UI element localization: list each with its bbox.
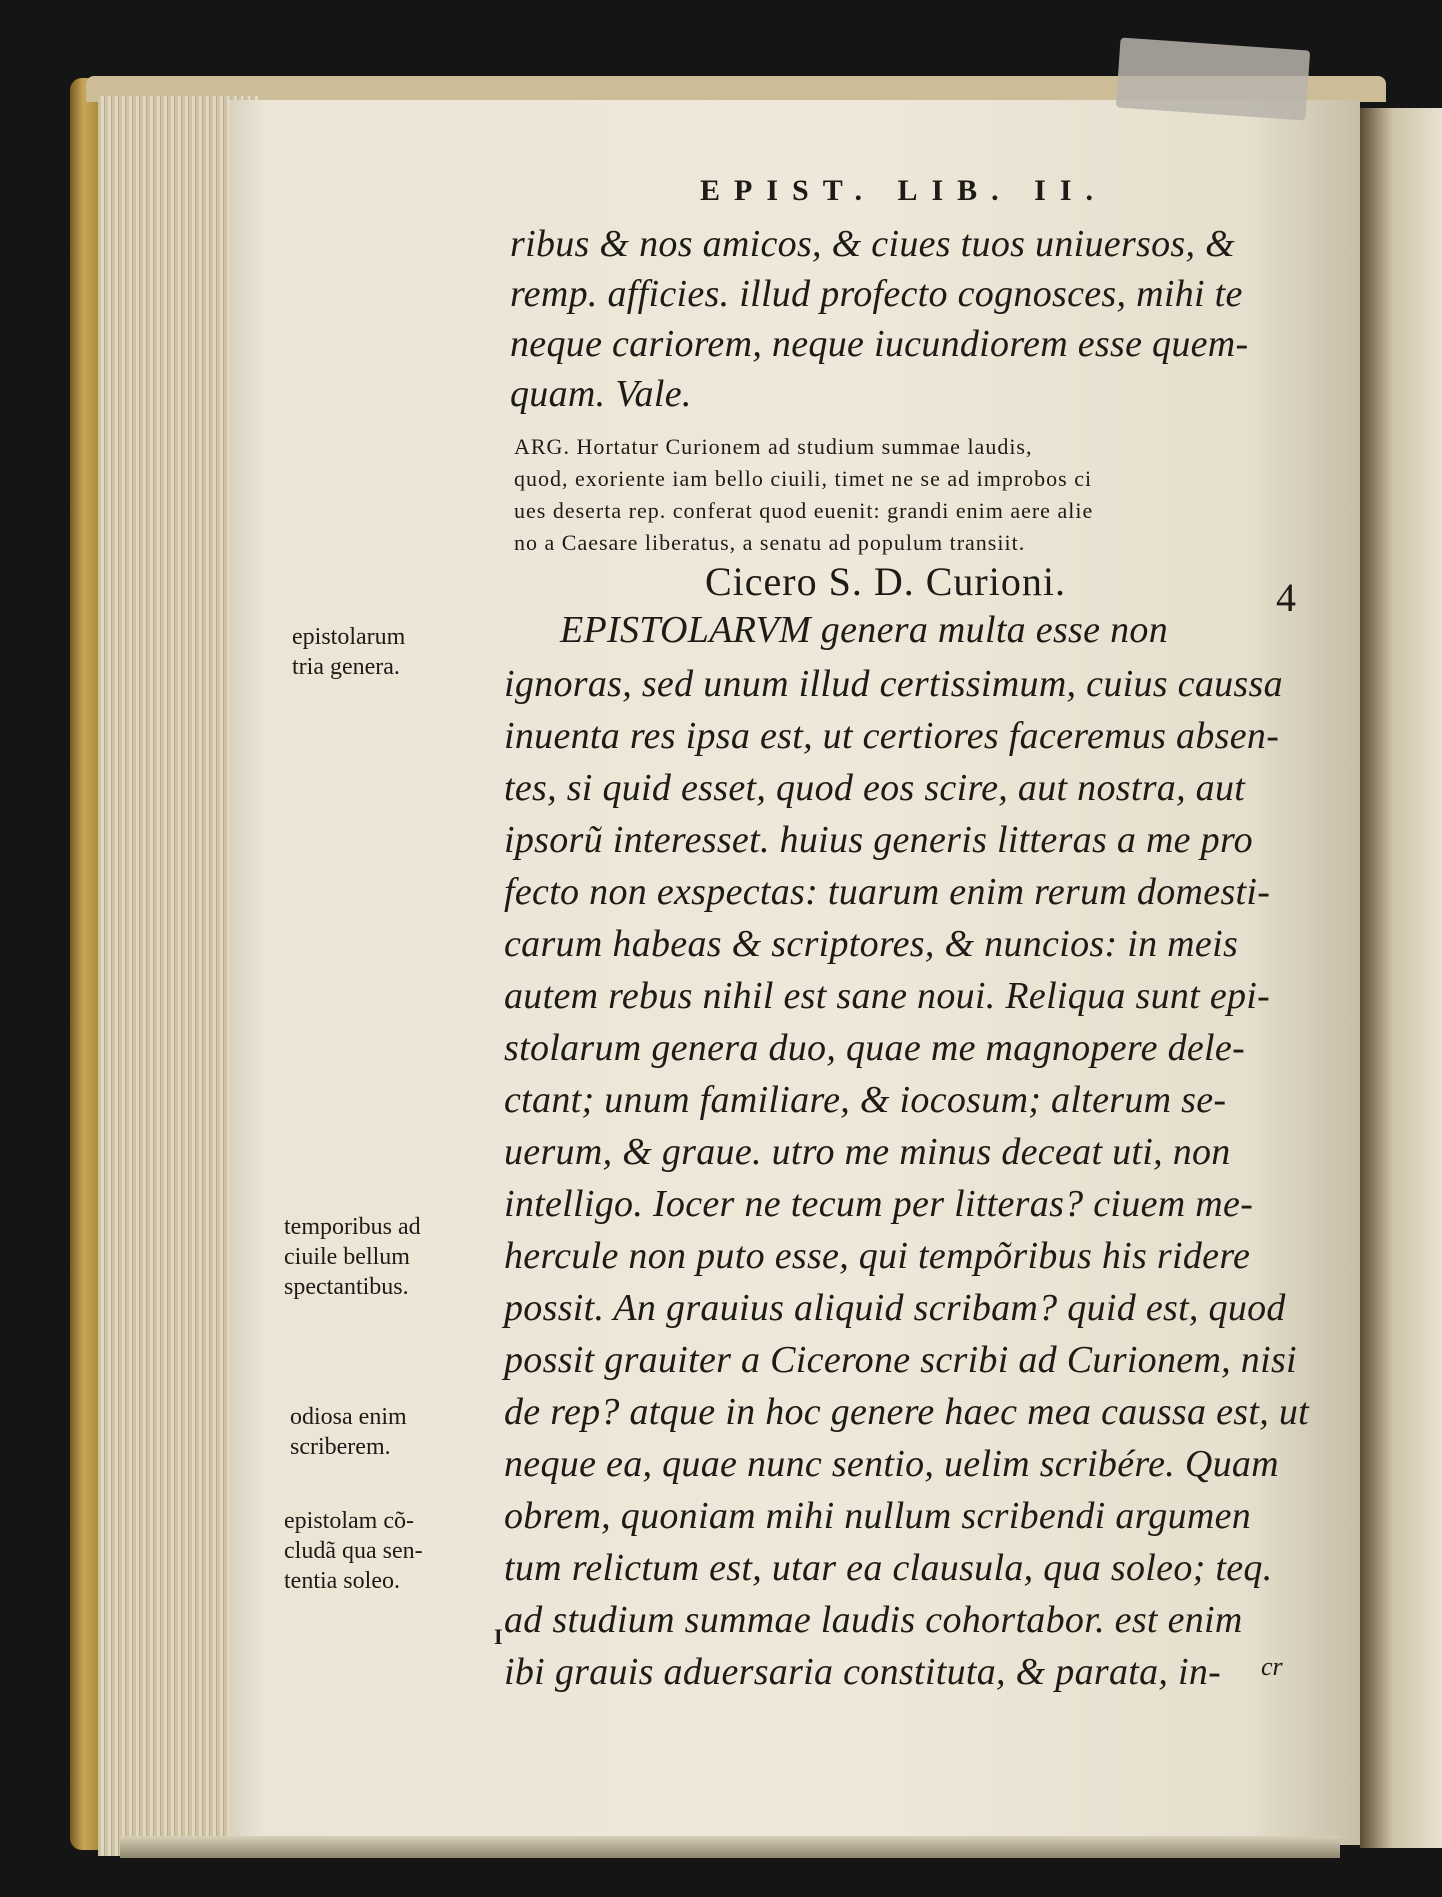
closing-vale: quam. Vale. — [510, 373, 692, 415]
body-line: tes, si quid esset, quod eos scire, aut nostra, aut — [504, 767, 1246, 809]
opening-line: neque cariorem, neque iucundiorem esse quem- — [510, 323, 1249, 365]
argument-line: quod, exoriente iam bello ciuili, timet ne se ad improbos ci — [514, 466, 1093, 491]
body-line: de rep? atque in hoc genere haec mea caussa est, ut — [504, 1391, 1309, 1433]
body-line: ibi grauis aduersaria constituta, & parata, in- — [504, 1651, 1222, 1693]
body-line: intelligo. Iocer ne tecum per litteras? ciuem me- — [504, 1183, 1254, 1225]
argument-line: ARG. Hortatur Curionem ad studium summae laudis, — [514, 434, 1033, 459]
repair-tape — [1116, 37, 1310, 120]
body-line: carum habeas & scriptores, & nuncios: in meis — [504, 923, 1239, 965]
catchword: cr — [1261, 1652, 1283, 1681]
body-line: ignoras, sed unum illud certissimum, cuius caussa — [504, 663, 1283, 705]
running-header: EPIST. LIB. II. — [700, 174, 1108, 207]
bottom-page-edges — [120, 1836, 1340, 1858]
body-line: fecto non exspectas: tuarum enim rerum domesti- — [504, 871, 1271, 913]
margin-note-line: scriberem. — [290, 1434, 391, 1460]
book-spine — [70, 78, 100, 1850]
margin-note-line: tentia soleo. — [284, 1568, 400, 1594]
margin-note-line: spectantibus. — [284, 1274, 409, 1300]
body-line: possit. An grauius aliquid scribam? quid est, quod — [504, 1287, 1286, 1329]
body-line: possit grauiter a Cicerone scribi ad Curionem, nisi — [504, 1339, 1297, 1381]
body-line: hercule non puto esse, qui tempõribus his ridere — [504, 1235, 1251, 1277]
body-line: ipsorũ interesset. huius generis litteras a me pro — [504, 819, 1253, 861]
body-line: obrem, quoniam mihi nullum scribendi argumen — [504, 1495, 1252, 1537]
body-line: uerum, & graue. utro me minus deceat uti, non — [504, 1131, 1231, 1173]
opening-line: remp. afficies. illud profecto cognosces, mihi te — [510, 273, 1243, 315]
body-line: neque ea, quae nunc sentio, uelim scribére. Quam — [504, 1443, 1279, 1485]
signature-mark: I — [494, 1624, 503, 1649]
margin-note-line: epistolarum — [292, 624, 406, 650]
margin-note-line: epistolam cõ- — [284, 1508, 414, 1534]
facing-page-edge — [1360, 108, 1442, 1848]
margin-note-line: cludã qua sen- — [284, 1538, 423, 1564]
argument-line: no a Caesare liberatus, a senatu ad populum transiit. — [514, 530, 1026, 555]
opening-line: ribus & nos amicos, & ciues tuos uniuersos, & — [510, 223, 1235, 265]
body-line: ctant; unum familiare, & iocosum; alterum se- — [504, 1079, 1227, 1121]
margin-note-line: tria genera. — [292, 654, 400, 680]
argument-line: ues deserta rep. conferat quod euenit: grandi enim aere alie — [514, 498, 1094, 523]
body-line: ad studium summae laudis cohortabor. est enim — [504, 1599, 1243, 1641]
letter-salutation: Cicero S. D. Curioni. — [705, 559, 1066, 604]
letter-number: 4 — [1276, 575, 1296, 620]
body-line: autem rebus nihil est sane noui. Reliqua sunt epi- — [504, 975, 1271, 1017]
body-line: EPISTOLARVM genera multa esse non — [560, 609, 1168, 651]
body-line: stolarum genera duo, quae me magnopere dele- — [504, 1027, 1246, 1069]
margin-note-line: odiosa enim — [290, 1404, 407, 1430]
margin-note-line: ciuile bellum — [284, 1244, 410, 1270]
margin-note-line: temporibus ad — [284, 1214, 421, 1240]
body-line: inuenta res ipsa est, ut certiores faceremus absen- — [504, 715, 1280, 757]
body-line: tum relictum est, utar ea clausula, qua soleo; teq. — [504, 1547, 1273, 1589]
